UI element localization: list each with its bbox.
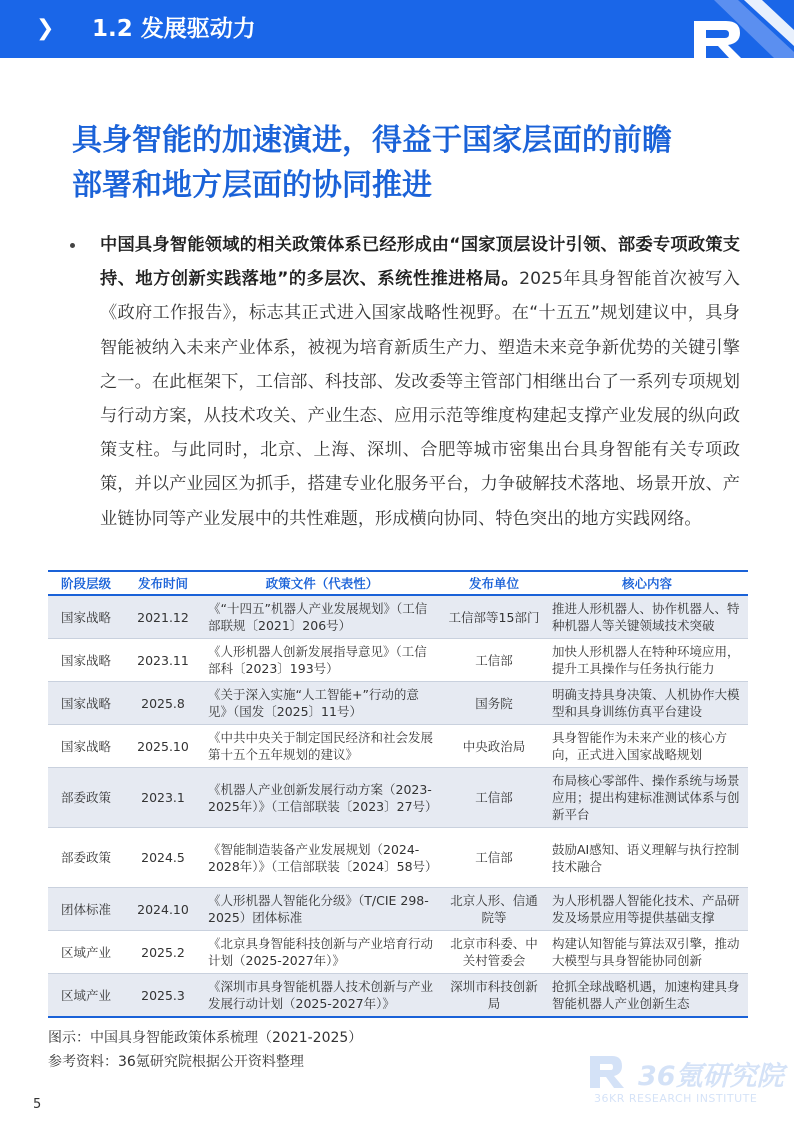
36kr-r-watermark-icon bbox=[588, 1052, 630, 1090]
table-cell-content: 明确支持具身决策、人机协作大模型和具身训练仿真平台建设 bbox=[552, 687, 740, 719]
table-cell-document: 《深圳市具身智能机器人技术创新与产业发展行动计划（2025-2027年）》 bbox=[208, 979, 434, 1011]
table-cell-issuer: 北京市科委、中关村管委会 bbox=[450, 936, 538, 968]
table-cell-content: 具身智能作为未来产业的核心方向，正式进入国家战略规划 bbox=[552, 730, 728, 762]
table-cell-issuer: 工信部 bbox=[475, 850, 513, 865]
table-cell-date: 2021.12 bbox=[137, 609, 189, 625]
table-cell-date: 2025.8 bbox=[141, 695, 185, 711]
chevron-right-icon: ❯ bbox=[36, 16, 55, 41]
page-number: 5 bbox=[33, 1097, 42, 1112]
table-row bbox=[48, 768, 748, 828]
watermark-subtitle: 36KR RESEARCH INSTITUTE bbox=[594, 1092, 758, 1105]
table-cell-document: 《机器人产业创新发展行动方案（2023-2025年）》（工信部联装〔2023〕27号） bbox=[208, 781, 438, 814]
table-cell-level: 国家战略 bbox=[60, 652, 111, 668]
table-cell-issuer: 北京人形、信通院等 bbox=[450, 893, 538, 925]
table-cell-document: 《北京具身智能科技创新与产业培育行动计划（2025-2027年）》 bbox=[208, 936, 434, 968]
table-row bbox=[48, 828, 748, 888]
figure-caption: 图示：中国具身智能政策体系梳理（2021-2025） bbox=[48, 1030, 363, 1046]
source-note: 参考资料：36氪研究院根据公开资料整理 bbox=[48, 1054, 304, 1070]
36kr-research-watermark bbox=[588, 1050, 784, 1112]
table-cell-level: 国家战略 bbox=[60, 695, 111, 711]
page-heading bbox=[72, 118, 732, 208]
table-cell-issuer: 工信部 bbox=[475, 790, 513, 805]
table-header-cell: 核心内容 bbox=[546, 571, 748, 595]
table-cell-level: 国家战略 bbox=[60, 738, 111, 754]
table-cell-content: 布局核心零部件、操作系统与场景应用；提出构建标准测试体系与创新平台 bbox=[552, 773, 740, 822]
table-cell-document: 《人形机器人智能化分级》（T/CIE 298-2025）团体标准 bbox=[208, 893, 429, 925]
bullet-icon bbox=[70, 243, 75, 248]
body-paragraph bbox=[100, 228, 740, 536]
table-cell-document: 《“十四五”机器人产业发展规划》（工信部联规〔2021〕206号） bbox=[208, 601, 428, 633]
table-header-cell: 阶段层级 bbox=[48, 571, 124, 595]
section-header-bar bbox=[0, 0, 794, 58]
table-cell-content: 抢抓全球战略机遇，加速构建具身智能机器人产业创新生态 bbox=[552, 979, 740, 1011]
body-text: 2025年具身智能首次被写入《政府工作报告》，标志其正式进入国家战略性视野。在“十五五”规划建议中，具身智能被纳入未来产业体系，被视为培育新质生产力、塑造未来竞争新优势的关键引擎之一。在此框架下，工信部、科技部、发改委等主管部门相继出台了一系列专项规划与行动方案，从技术攻关、产业生态、应用示范等维度构建起支撑产业发展的纵向政策支柱。与此同时，北京、上海、深圳、合肥等城市密集出台具身智能有关专项政策，并以产业园区为抓手，搭建专业化服务平台，力争破解技术落地、场景开放、产业链协同等产业发展中的共性难题，形成横向协同、特色突出的地方实践网络。 bbox=[100, 269, 740, 529]
table-cell-date: 2024.5 bbox=[141, 850, 185, 865]
watermark-name: 36氪研究院 bbox=[638, 1061, 784, 1092]
table-header-cell: 发布单位 bbox=[442, 571, 546, 595]
table-header-row bbox=[48, 571, 748, 595]
table-cell-level: 团体标准 bbox=[60, 901, 111, 917]
table-header-cell: 发布时间 bbox=[124, 571, 202, 595]
table-cell-level: 部委政策 bbox=[60, 790, 111, 805]
table-row bbox=[48, 639, 748, 682]
table-cell-issuer: 工信部等15部门 bbox=[448, 609, 540, 625]
table-cell-level: 部委政策 bbox=[60, 850, 111, 865]
table-row bbox=[48, 888, 748, 931]
table-cell-date: 2023.11 bbox=[137, 652, 189, 668]
table-cell-level: 区域产业 bbox=[60, 944, 111, 960]
table-cell-date: 2025.3 bbox=[141, 987, 185, 1003]
page-heading-line-2: 部署和地方层面的协同推进 bbox=[72, 168, 432, 203]
table-cell-content: 推进人形机器人、协作机器人、特种机器人等关键领域技术突破 bbox=[552, 601, 740, 633]
table-cell-document: 《关于深入实施“人工智能+”行动的意见》（国发〔2025〕11号） bbox=[208, 687, 419, 719]
table-row bbox=[48, 974, 748, 1018]
table-row bbox=[48, 725, 748, 768]
table-cell-document: 《智能制造装备产业发展规划（2024-2028年）》（工信部联装〔2024〕58号） bbox=[208, 841, 438, 874]
table-cell-level: 国家战略 bbox=[60, 609, 111, 625]
table-header-cell: 政策文件（代表性） bbox=[202, 571, 442, 595]
table-cell-issuer: 中央政治局 bbox=[462, 738, 526, 754]
policy-table bbox=[48, 570, 748, 1018]
table-row bbox=[48, 931, 748, 974]
table-cell-issuer: 工信部 bbox=[475, 652, 513, 668]
table-cell-level: 区域产业 bbox=[60, 987, 111, 1003]
table-cell-date: 2023.1 bbox=[141, 790, 185, 805]
table-cell-date: 2025.10 bbox=[137, 738, 189, 754]
table-cell-issuer: 国务院 bbox=[475, 695, 513, 711]
table-cell-content: 加快人形机器人在特种环境应用，提升工具操作与任务执行能力 bbox=[552, 644, 740, 676]
table-cell-document: 《中共中央关于制定国民经济和社会发展第十五个五年规划的建议》 bbox=[208, 730, 434, 762]
table-row bbox=[48, 682, 748, 725]
section-title: 1.2 发展驱动力 bbox=[92, 16, 256, 42]
table-cell-issuer: 深圳市科技创新局 bbox=[450, 979, 538, 1011]
table-cell-content: 构建认知智能与算法双引擎，推动大模型与具身智能协同创新 bbox=[552, 936, 740, 968]
table-cell-document: 《人形机器人创新发展指导意见》（工信部科〔2023〕193号） bbox=[208, 644, 427, 676]
36kr-r-logo-icon bbox=[690, 11, 760, 58]
table-cell-content: 为人形机器人智能化技术、产品研发及场景应用等提供基础支撑 bbox=[552, 893, 740, 925]
table-cell-date: 2024.10 bbox=[137, 901, 189, 917]
table-cell-date: 2025.2 bbox=[141, 944, 185, 960]
table-row bbox=[48, 595, 748, 639]
body-lead-bold: 中国具身智能领域的相关政策体系已经形成由“国家顶层设计引领、部委专项政策支持、地方创新实践落地”的多层次、系统性推进格局。 bbox=[100, 235, 740, 290]
page-heading-line-1: 具身智能的加速演进，得益于国家层面的前瞻 bbox=[72, 123, 672, 158]
table-cell-content: 鼓励AI感知、语义理解与执行控制技术融合 bbox=[552, 841, 740, 874]
